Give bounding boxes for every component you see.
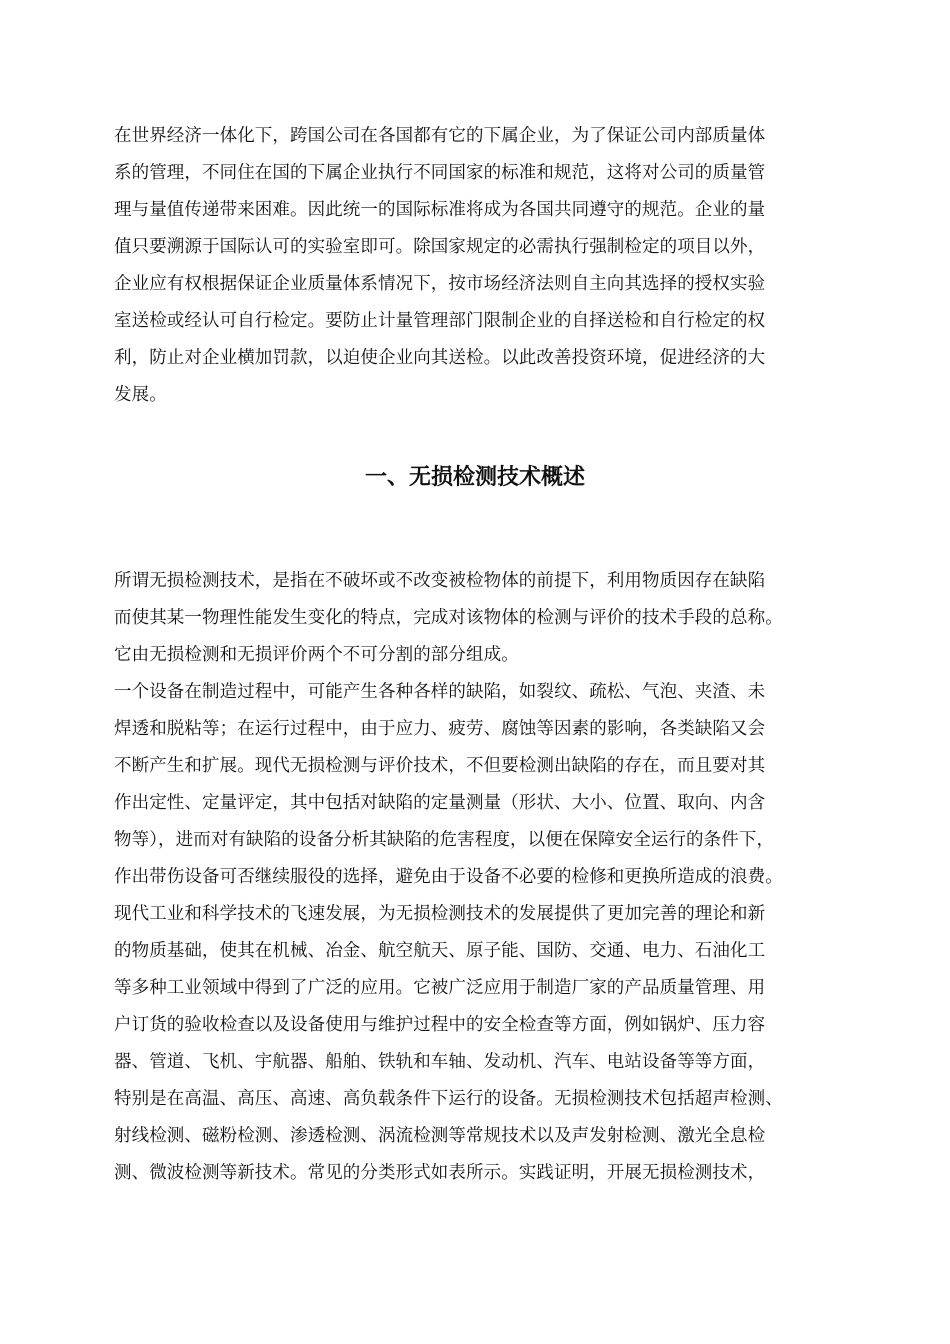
text-line: 系的管理，不同住在国的下属企业执行不同国家的标准和规范，这将对公司的质量管: [114, 163, 766, 183]
text-line: 不断产生和扩展。现代无损检测与评价技术，不但要检测出缺陷的存在，而且要对其: [114, 756, 766, 776]
text-line: 企业应有权根据保证企业质量体系情况下，按市场经济法则自主向其选择的授权实验: [114, 274, 766, 294]
intro-paragraph: [114, 118, 854, 414]
text-line: 射线检测、磁粉检测、渗透检测、涡流检测等常规技术以及声发射检测、激光全息检: [114, 1126, 766, 1146]
text-line: 值只要溯源于国际认可的实验室即可。除国家规定的必需执行强制检定的项目以外，: [114, 237, 766, 257]
text-line: 焊透和脱粘等；在运行过程中，由于应力、疲劳、腐蚀等因素的影响，各类缺陷又会: [114, 719, 766, 739]
text-line: 发展。: [114, 385, 167, 405]
text-line: 它由无损检测和无损评价两个不可分割的部分组成。: [114, 645, 519, 665]
text-line: 等多种工业领域中得到了广泛的应用。它被广泛应用于制造厂家的产品质量管理、用: [114, 978, 766, 998]
text-line: 一个设备在制造过程中，可能产生各种各样的缺陷，如裂纹、疏松、气泡、夹渣、未: [114, 682, 766, 702]
section-heading: 一、无损检测技术概述: [364, 464, 585, 490]
text-line: 器、管道、飞机、宇航器、船舶、铁轨和车轴、发动机、汽车、电站设备等等方面，: [114, 1052, 766, 1072]
text-line: 在世界经济一体化下，跨国公司在各国都有它的下属企业，为了保证公司内部质量体: [114, 126, 766, 146]
text-line: 而使其某一物理性能发生变化的特点，完成对该物体的检测与评价的技术手段的总称。: [114, 608, 783, 628]
text-line: 利，防止对企业横加罚款，以迫使企业向其送检。以此改善投资环境，促进经济的大: [114, 348, 766, 368]
text-line: 室送检或经认可自行检定。要防止计量管理部门限制企业的自择送检和自行检定的权: [114, 311, 766, 331]
text-line: 现代工业和科学技术的飞速发展，为无损检测技术的发展提供了更加完善的理论和新: [114, 904, 766, 924]
text-line: 户订货的验收检查以及设备使用与维护过程中的安全检查等方面，例如锅炉、压力容: [114, 1015, 766, 1035]
text-line: 所谓无损检测技术，是指在不破坏或不改变被检物体的前提下，利用物质因存在缺陷: [114, 571, 766, 591]
text-line: 测、微波检测等新技术。常见的分类形式如表所示。实践证明，开展无损检测技术，: [114, 1163, 766, 1183]
text-line: 理与量值传递带来困难。因此统一的国际标准将成为各国共同遵守的规范。企业的量: [114, 200, 766, 220]
body-text: [114, 563, 854, 1192]
text-line: 作出带伤设备可否继续服役的选择，避免由于设备不必要的检修和更换所造成的浪费。: [114, 867, 783, 887]
text-line: 物等），进而对有缺陷的设备分析其缺陷的危害程度，以便在保障安全运行的条件下，: [114, 830, 775, 850]
text-line: 的物质基础，使其在机械、冶金、航空航天、原子能、国防、交通、电力、石油化工: [114, 941, 766, 961]
text-line: 特别是在高温、高压、高速、高负载条件下运行的设备。无损检测技术包括超声检测、: [114, 1089, 783, 1109]
text-line: 作出定性、定量评定，其中包括对缺陷的定量测量（形状、大小、位置、取向、内含: [114, 793, 766, 813]
